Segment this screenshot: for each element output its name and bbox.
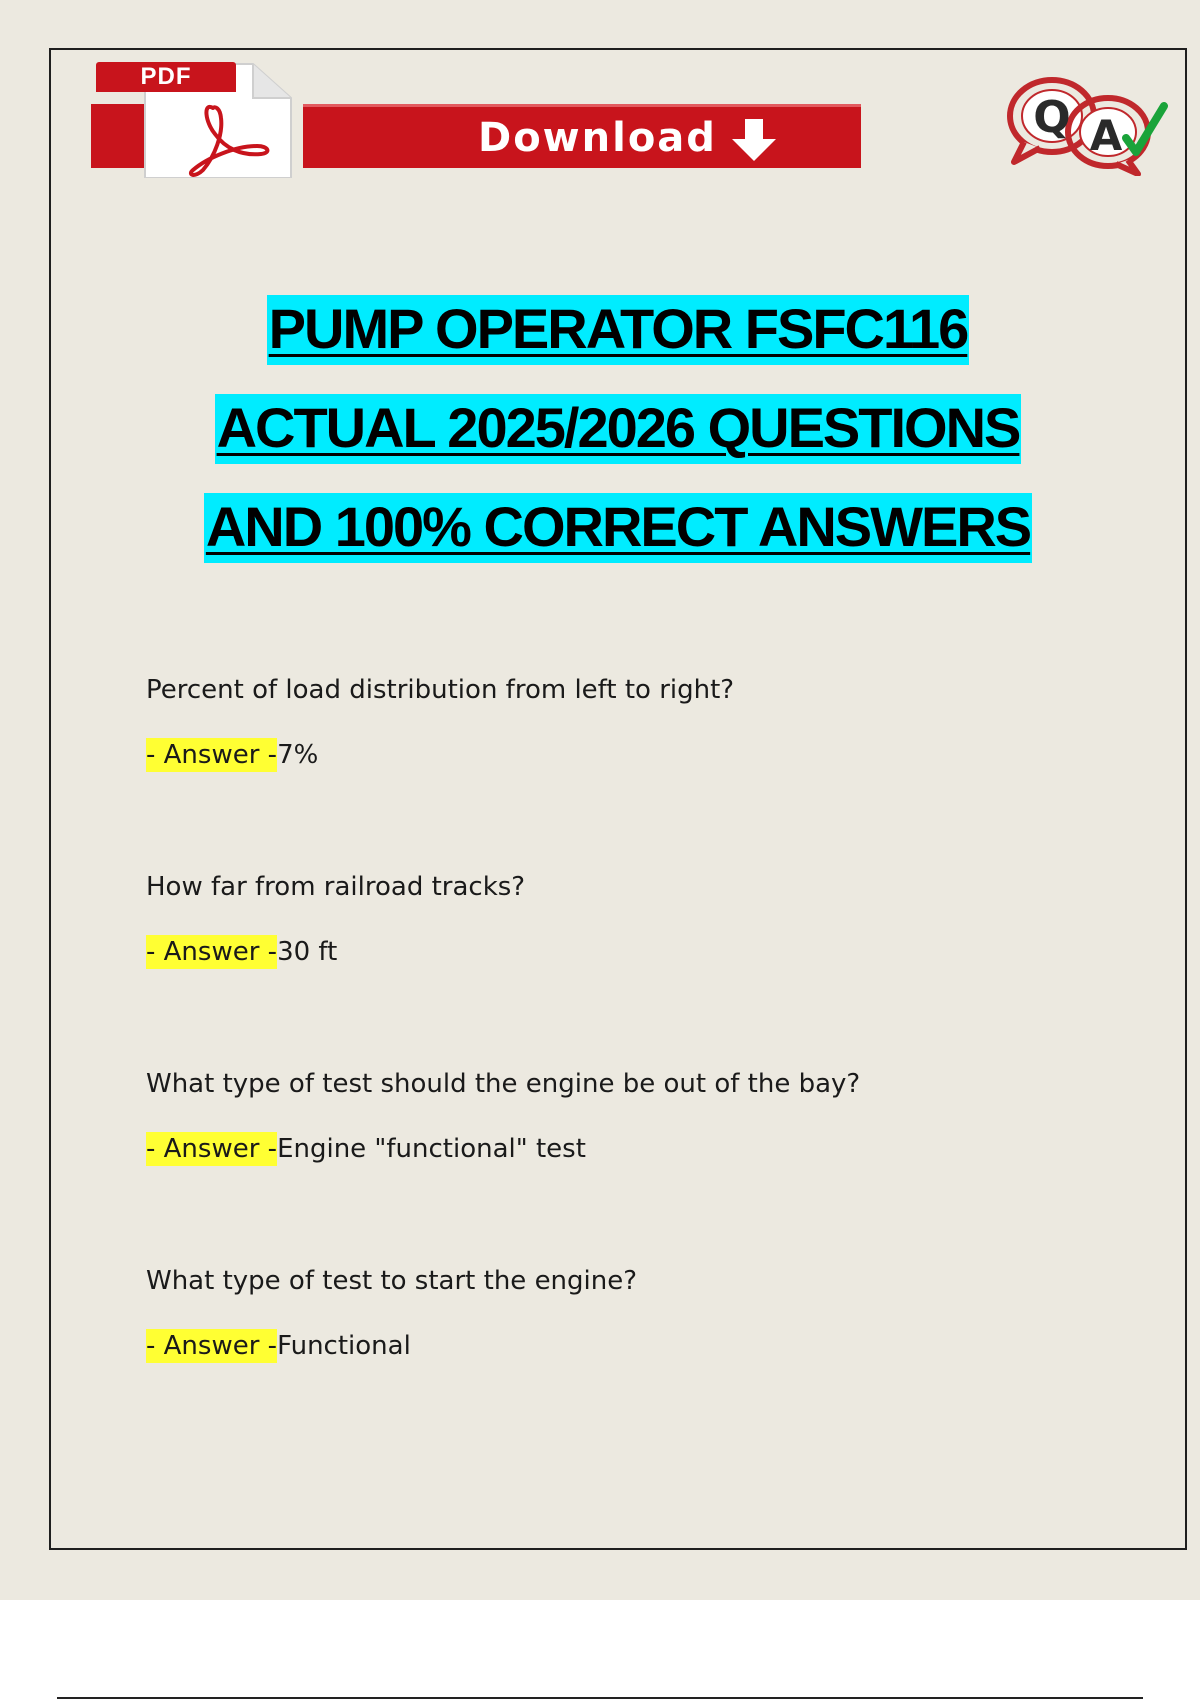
- title-line-1: PUMP OPERATOR FSFC116: [267, 295, 970, 365]
- qa-item: [146, 1064, 1146, 1169]
- logo-a: A: [1089, 111, 1123, 160]
- question-text: Percent of load distribution from left to right?: [146, 675, 735, 705]
- answer-label: - Answer -: [146, 1134, 278, 1164]
- answer-label: - Answer -: [146, 937, 278, 967]
- pdf-label: PDF: [96, 62, 236, 92]
- answer-text: Functional: [277, 1331, 411, 1361]
- banner-left-bar: [91, 104, 151, 168]
- download-arrow-icon: [728, 117, 780, 163]
- qa-item: [146, 670, 1146, 775]
- answer-text: Engine "functional" test: [277, 1134, 586, 1164]
- pdf-download-banner[interactable]: [91, 60, 861, 180]
- next-page-rule: [57, 1697, 1143, 1699]
- answer-label: - Answer -: [146, 1331, 278, 1361]
- answer-text: 30 ft: [277, 937, 338, 967]
- title-line-2: ACTUAL 2025/2026 QUESTIONS: [215, 394, 1022, 464]
- download-button[interactable]: [303, 104, 861, 168]
- qa-item: [146, 867, 1146, 972]
- answer-text: 7%: [277, 740, 319, 770]
- question-text: What type of test should the engine be out of the bay?: [146, 1069, 861, 1099]
- answer-label: - Answer -: [146, 740, 278, 770]
- answer-line: [146, 932, 1146, 972]
- document-title: [50, 295, 1186, 592]
- question-text: What type of test to start the engine?: [146, 1266, 638, 1296]
- answer-line: [146, 735, 1146, 775]
- logo-q: Q: [1033, 92, 1071, 143]
- qa-logo: [1004, 76, 1172, 176]
- question-text: How far from railroad tracks?: [146, 872, 526, 902]
- title-line-3: AND 100% CORRECT ANSWERS: [204, 493, 1032, 563]
- answer-line: [146, 1326, 1146, 1366]
- download-label: Download: [478, 114, 717, 161]
- qa-item: [146, 1261, 1146, 1366]
- answer-line: [146, 1129, 1146, 1169]
